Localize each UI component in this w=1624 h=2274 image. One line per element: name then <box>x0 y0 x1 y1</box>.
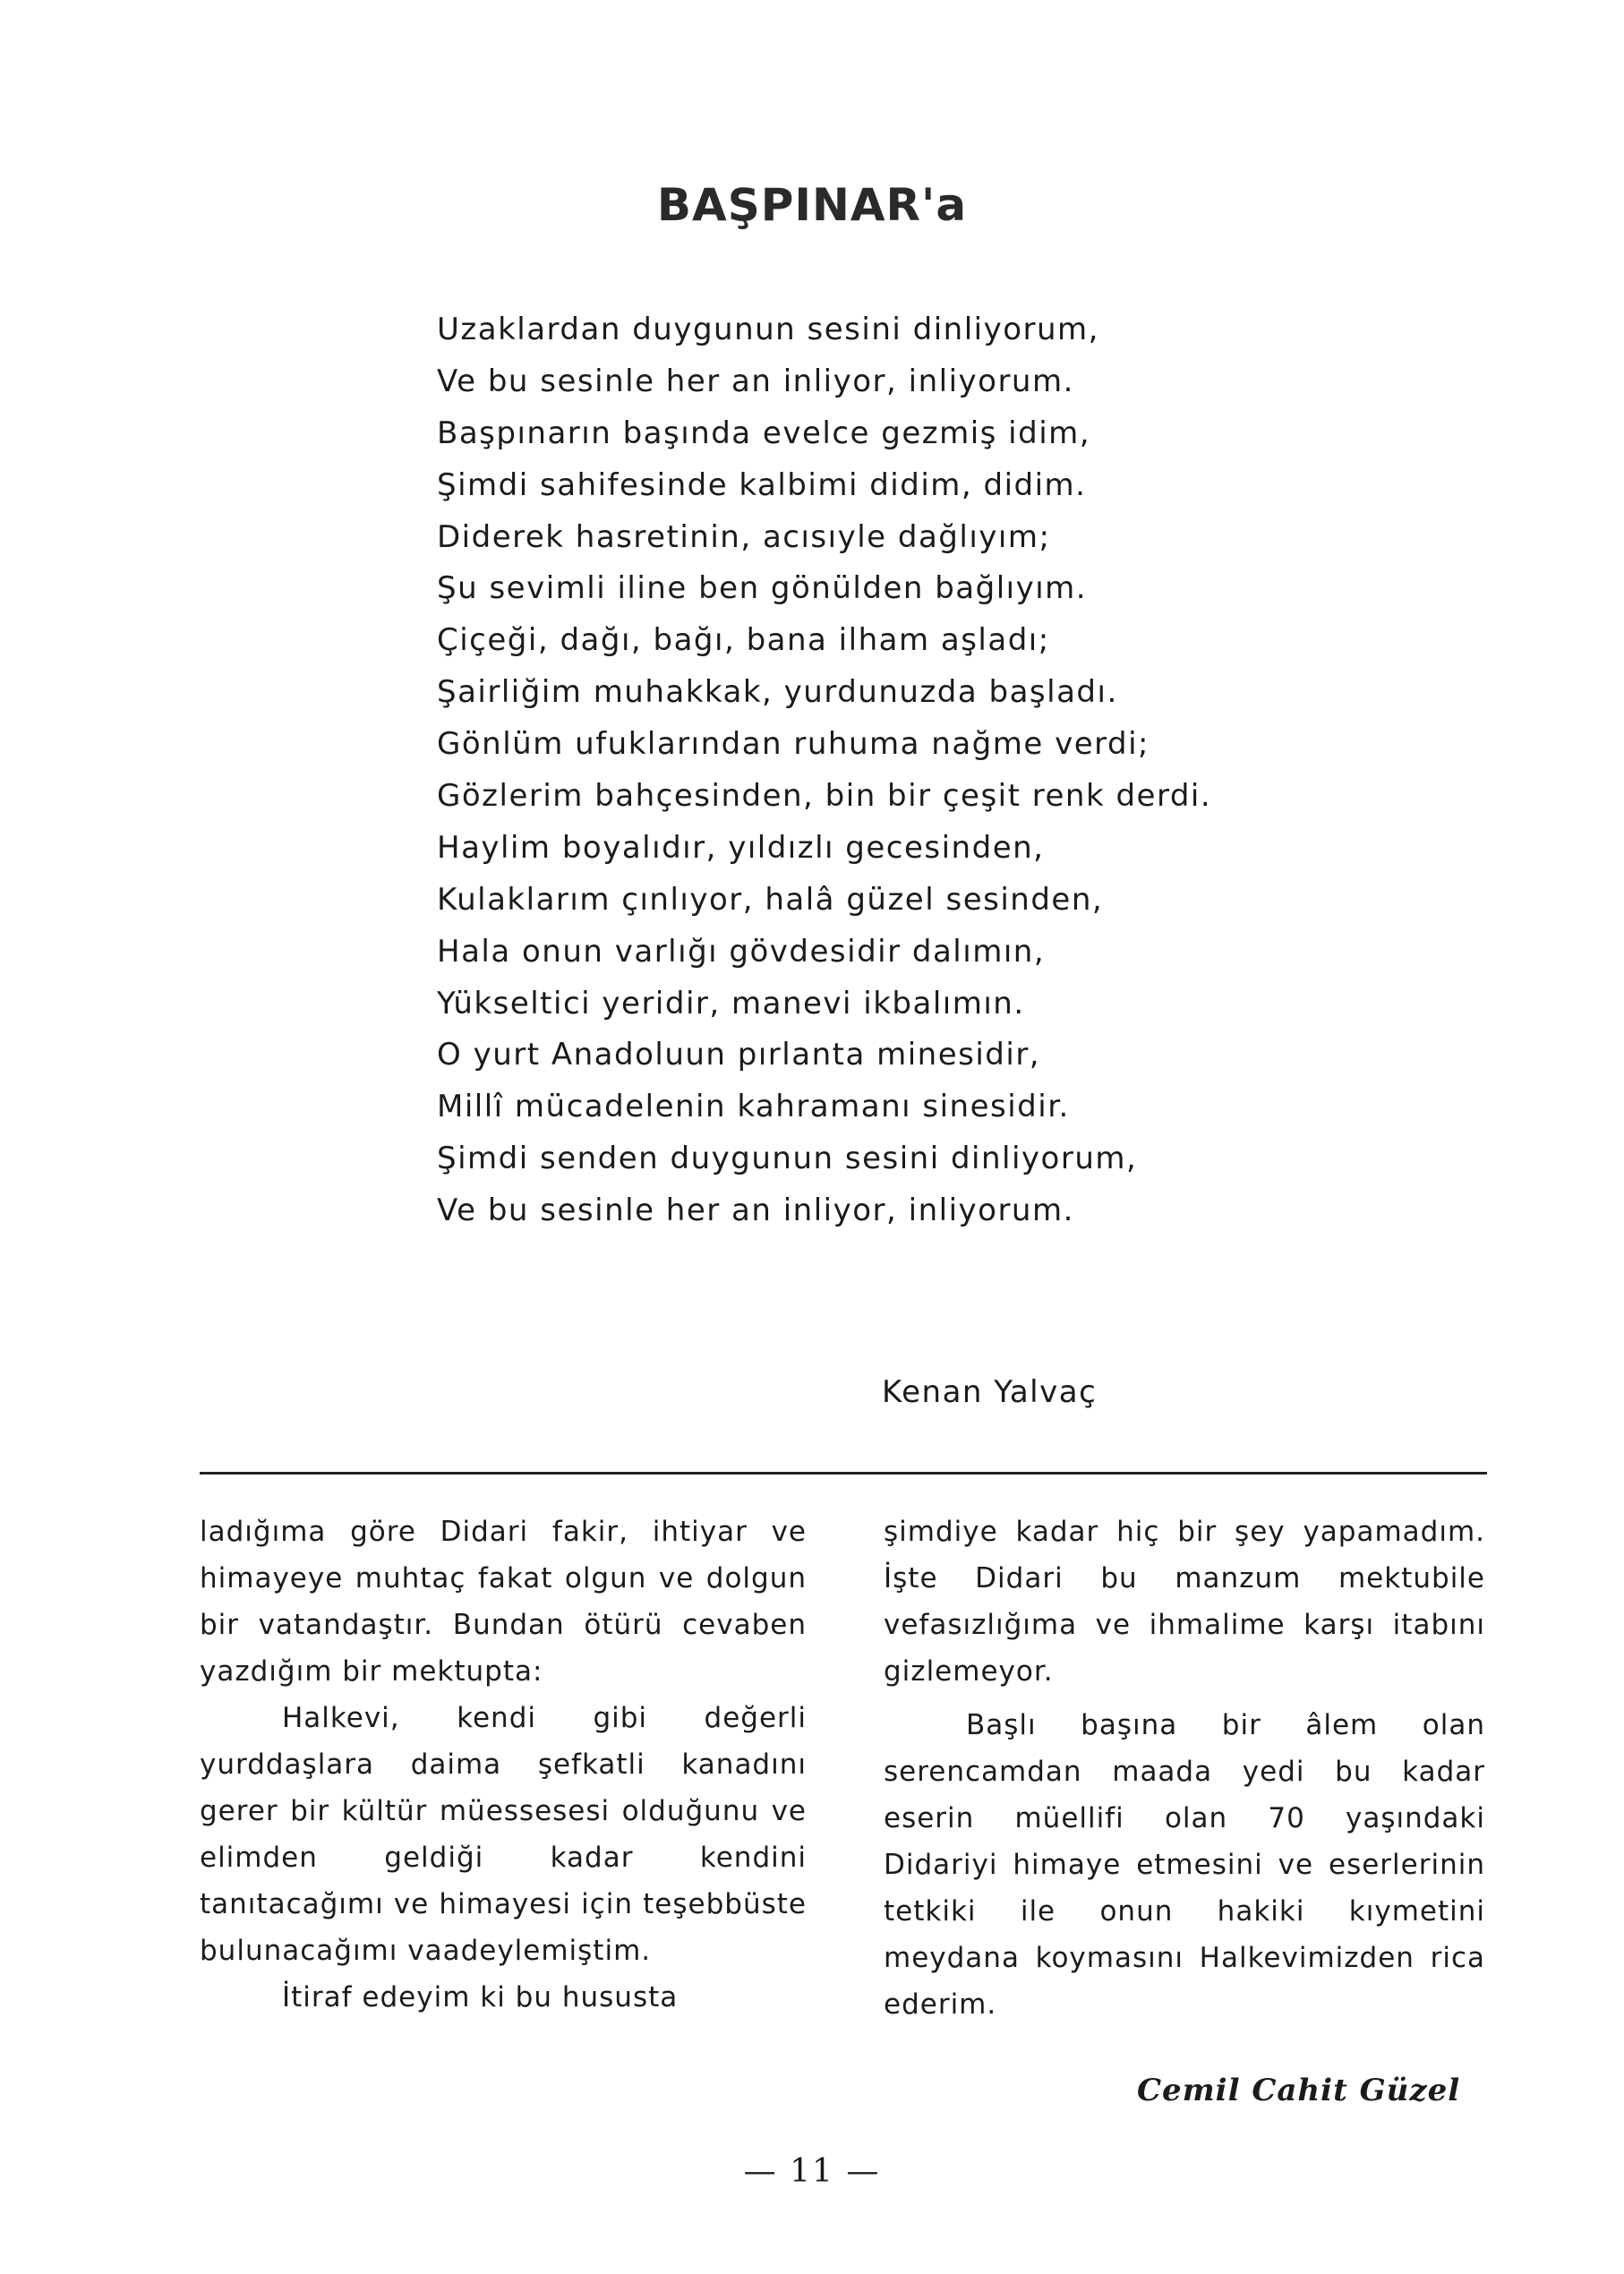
poem-line: Şimdi senden duygunun sesini dinliyorum, <box>437 1141 1138 1177</box>
article-paragraph: İtiraf edeyim ki bu hususta <box>282 1981 679 2013</box>
poem-line: Gönlüm ufuklarından ruhuma nağme verdi; <box>437 726 1150 763</box>
article-paragraph: Başlı başına bir âlem olan serencamdan maada yedi bu kadar eserin müellifi olan 70 yaşındaki Didariyi himaye etmesini ve eserlerinin tetkiki ile onun hakiki kıymetini meydana koymasını Halkevimizden rica ederim. <box>884 1709 1485 2021</box>
poem-line: Hala onun varlığı gövdesidir dalımın, <box>437 933 1046 970</box>
article-left-column <box>200 1509 807 2021</box>
poem-line: Çiçeği, dağı, bağı, bana ilham aşladı; <box>437 622 1050 659</box>
poem-line: Başpınarın başında evelce gezmiş idim, <box>437 415 1091 451</box>
poem-line: Şimdi sahifesinde kalbimi didim, didim. <box>437 466 1087 503</box>
poem-line: Diderek hasretinin, acısıyle dağlıyım; <box>437 518 1051 555</box>
section-divider <box>200 1472 1487 1475</box>
poem-line: Şairliğim muhakkak, yurdunuzda başladı. <box>437 674 1118 711</box>
poem-line: Haylim boyalıdır, yıldızlı gecesinden, <box>437 829 1045 866</box>
poem-line: Kulaklarım çınlıyor, halâ güzel sesinden, <box>437 881 1104 918</box>
poem-line: Millî mücadelenin kahramanı sinesidir. <box>437 1089 1070 1125</box>
article-signature: Cemil Cahit Güzel <box>1137 2073 1461 2108</box>
article-paragraph: ladığıma göre Didari fakir, ihtiyar ve himayeye muhtaç fakat olgun ve dolgun bir vatandaştır. Bundan ötürü cevaben yazdığım bir mektupta: <box>200 1516 807 1688</box>
article-right-column <box>884 1509 1485 2028</box>
poem-line: O yurt Anadoluun pırlanta minesidir, <box>437 1037 1041 1073</box>
poem-line: Ve bu sesinle her an inliyor, inliyorum. <box>437 1193 1074 1229</box>
article-paragraph: şimdiye kadar hiç bir şey yapamadım. İşte Didari bu manzum mektubile vefasızlığıma ve ihmalime karşı itabını gizlemeyor. <box>884 1516 1485 1688</box>
poem-line: Ve bu sesinle her an inliyor, inliyorum. <box>437 363 1074 399</box>
poem-title: BAŞPINAR'a <box>656 179 968 231</box>
poem-line: Yükseltici yeridir, manevi ikbalımın. <box>437 985 1025 1022</box>
poem-line: Gözlerim bahçesinden, bin bir çeşit renk derdi. <box>437 778 1212 815</box>
poem-line: Şu sevimli iline ben gönülden bağlıyım. <box>437 570 1088 607</box>
page-number: — 11 — <box>743 2153 881 2190</box>
article-paragraph: Halkevi, kendi gibi değerli yurddaşlara daima şefkatli kanadını gerer bir kültür müessesesi olduğunu ve elimden geldiği kadar kendini tanıtacağımı ve himayesi için teşebbüste bulunacağımı vaadeylemiştim. <box>200 1702 807 1967</box>
poem-body <box>437 304 1332 1237</box>
poem-line: Uzaklardan duygunun sesini dinliyorum, <box>437 312 1099 347</box>
poem-author: Kenan Yalvaç <box>882 1374 1098 1410</box>
